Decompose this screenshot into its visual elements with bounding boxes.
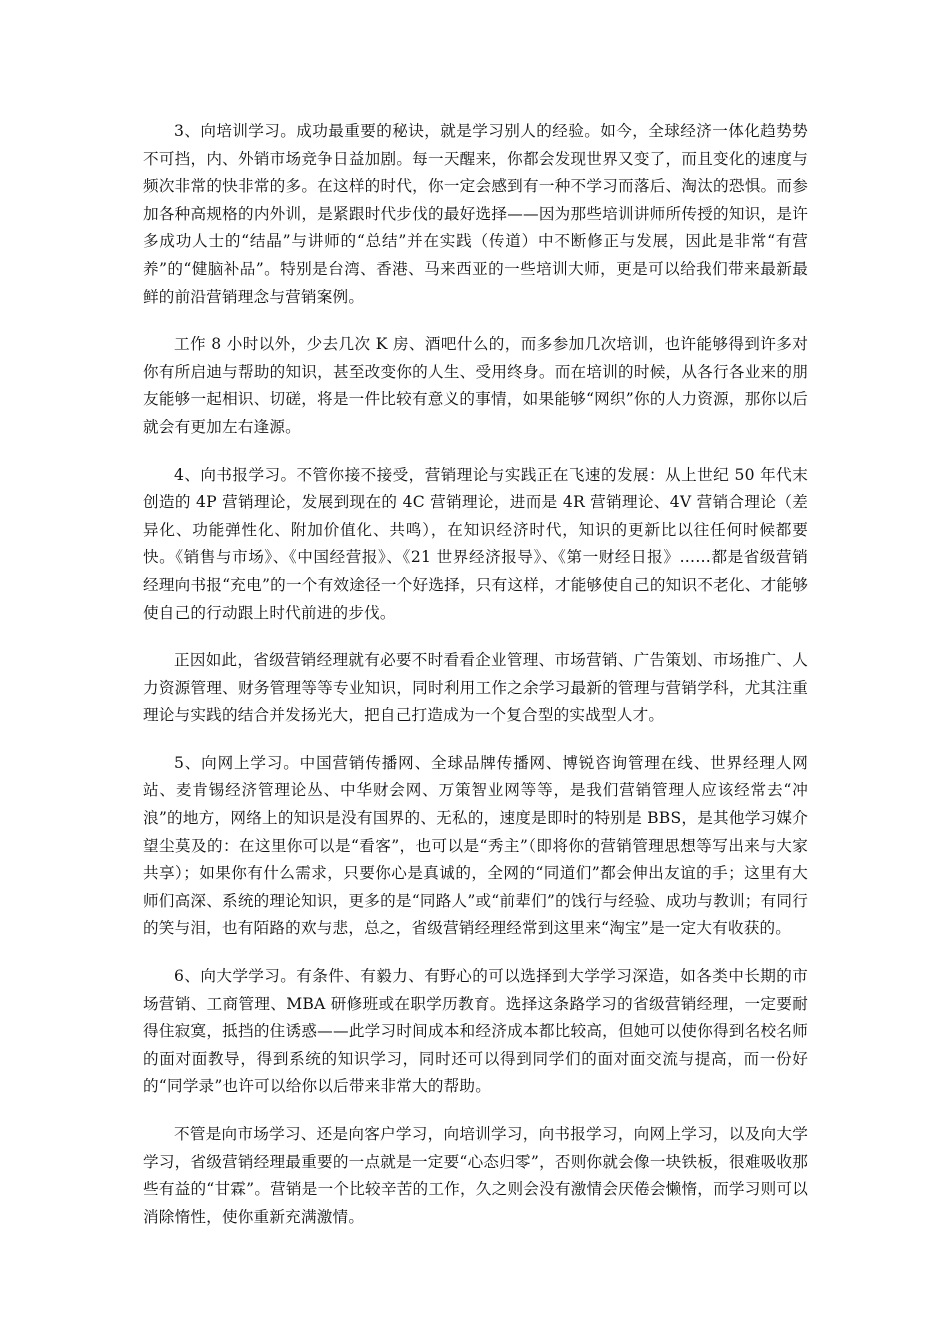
paragraph-learn-online: 5、向网上学习。中国营销传播网、全球品牌传播网、博锐咨询管理在线、世界经理人网站、麦肯锡经济管理论丛、中华财会网、万策智业网等等，是我们营销管理人应该经常去“冲浪”的地方，网络上的知识是没有国界的、无私的，速度是即时的特别是 BBS，是其他学习媒介望尘莫及的：在这里你可以是“看客”，也可以是“秀主”（即将你的营销管理思想等写出来与大家共享）；如果你有什么需求，只要你心是真诚的，全网的“同道们”都会伸出友谊的手；这里有大师们高深、系统的理论知识，更多的是“同路人”或“前辈们”的饯行与经验、成功与教训；有同行的笑与泪，也有陌路的欢与悲，总之，省级营销经理经常到这里来“淘宝”是一定大有收获的。 <box>143 753 808 938</box>
paragraph-training-outside-work: 工作 8 小时以外，少去几次 K 房、酒吧什么的，而多参加几次培训，也许能够得到许多对你有所启迪与帮助的知识，甚至改变你的人生、受用终身。而在培训的时候，从各行各业来的朋友能够一起相识、切磋，将是一件比较有意义的事情，如果能够“网织”你的人力资源，那你以后就会有更加左右逢源。 <box>143 335 808 436</box>
paragraph-learn-from-training: 3、向培训学习。成功最重要的秘诀，就是学习别人的经验。如今，全球经济一体化趋势势不可挡，内、外销市场竞争日益加剧。每一天醒来，你都会发现世界又变了，而且变化的速度与频次非常的快非常的多。在这样的时代，你一定会感到有一种不学习而落后、淘汰的恐惧。而参加各种高规格的内外训，是紧跟时代步伐的最好选择——因为那些培训讲师所传授的知识，是许多成功人士的“结晶”与讲师的“总结”并在实践（传道）中不断修正与发展，因此是非常“有营养”的“健脑补品”。特别是台湾、香港、马来西亚的一些培训大师，更是可以给我们带来最新最鲜的前沿营销理念与营销案例。 <box>143 122 808 306</box>
paragraph-learn-from-university: 6、向大学学习。有条件、有毅力、有野心的可以选择到大学学习深造，如各类中长期的市场营销、工商管理、MBA 研修班或在职学历教育。选择这条路学习的省级营销经理，一定要耐得住寂寞，抵挡的住诱惑——此学习时间成本和经济成本都比较高，但她可以使你得到名校名师的面对面教导，得到系统的知识学习，同时还可以得到同学们的面对面交流与提高，而一份好的“同学录”也许可以给你以后带来非常大的帮助。 <box>143 967 808 1096</box>
paragraph-learn-from-publications: 4、向书报学习。不管你接不接受，营销理论与实践正在飞速的发展：从上世纪 50 年代末创造的 4P 营销理论，发展到现在的 4C 营销理论，进而是 4R 营销理论、4V 营销合理论（差异化、功能弹性化、附加价值化、共鸣），在知识经济时代，知识的更新比以往任何时候都要快。《销售与市场》、《中国经营报》、《21 世界经济报导》、《第一财经日报》……都是省级营销经理向书报“充电”的一个有效途径一个好选择，只有这样，才能够使自己的知识不老化、才能够使自己的行动跟上时代前进的步伐。 <box>143 465 808 622</box>
paragraph-professional-knowledge: 正因如此，省级营销经理就有必要不时看看企业管理、市场营销、广告策划、市场推广、人力资源管理、财务管理等等专业知识，同时利用工作之余学习最新的管理与营销学科，尤其注重理论与实践的结合并发扬光大，把自己打造成为一个复合型的实战型人才。 <box>143 651 808 725</box>
document-page <box>143 118 808 1251</box>
paragraph-conclusion: 不管是向市场学习、还是向客户学习，向培训学习，向书报学习，向网上学习，以及向大学学习，省级营销经理最重要的一点就是一定要“心态归零”，否则你就会像一块铁板，很难吸收那些有益的“甘霖”。营销是一个比较辛苦的工作，久之则会没有激情会厌倦会懒惰，而学习则可以消除惰性，使你重新充满激情。 <box>143 1125 808 1226</box>
